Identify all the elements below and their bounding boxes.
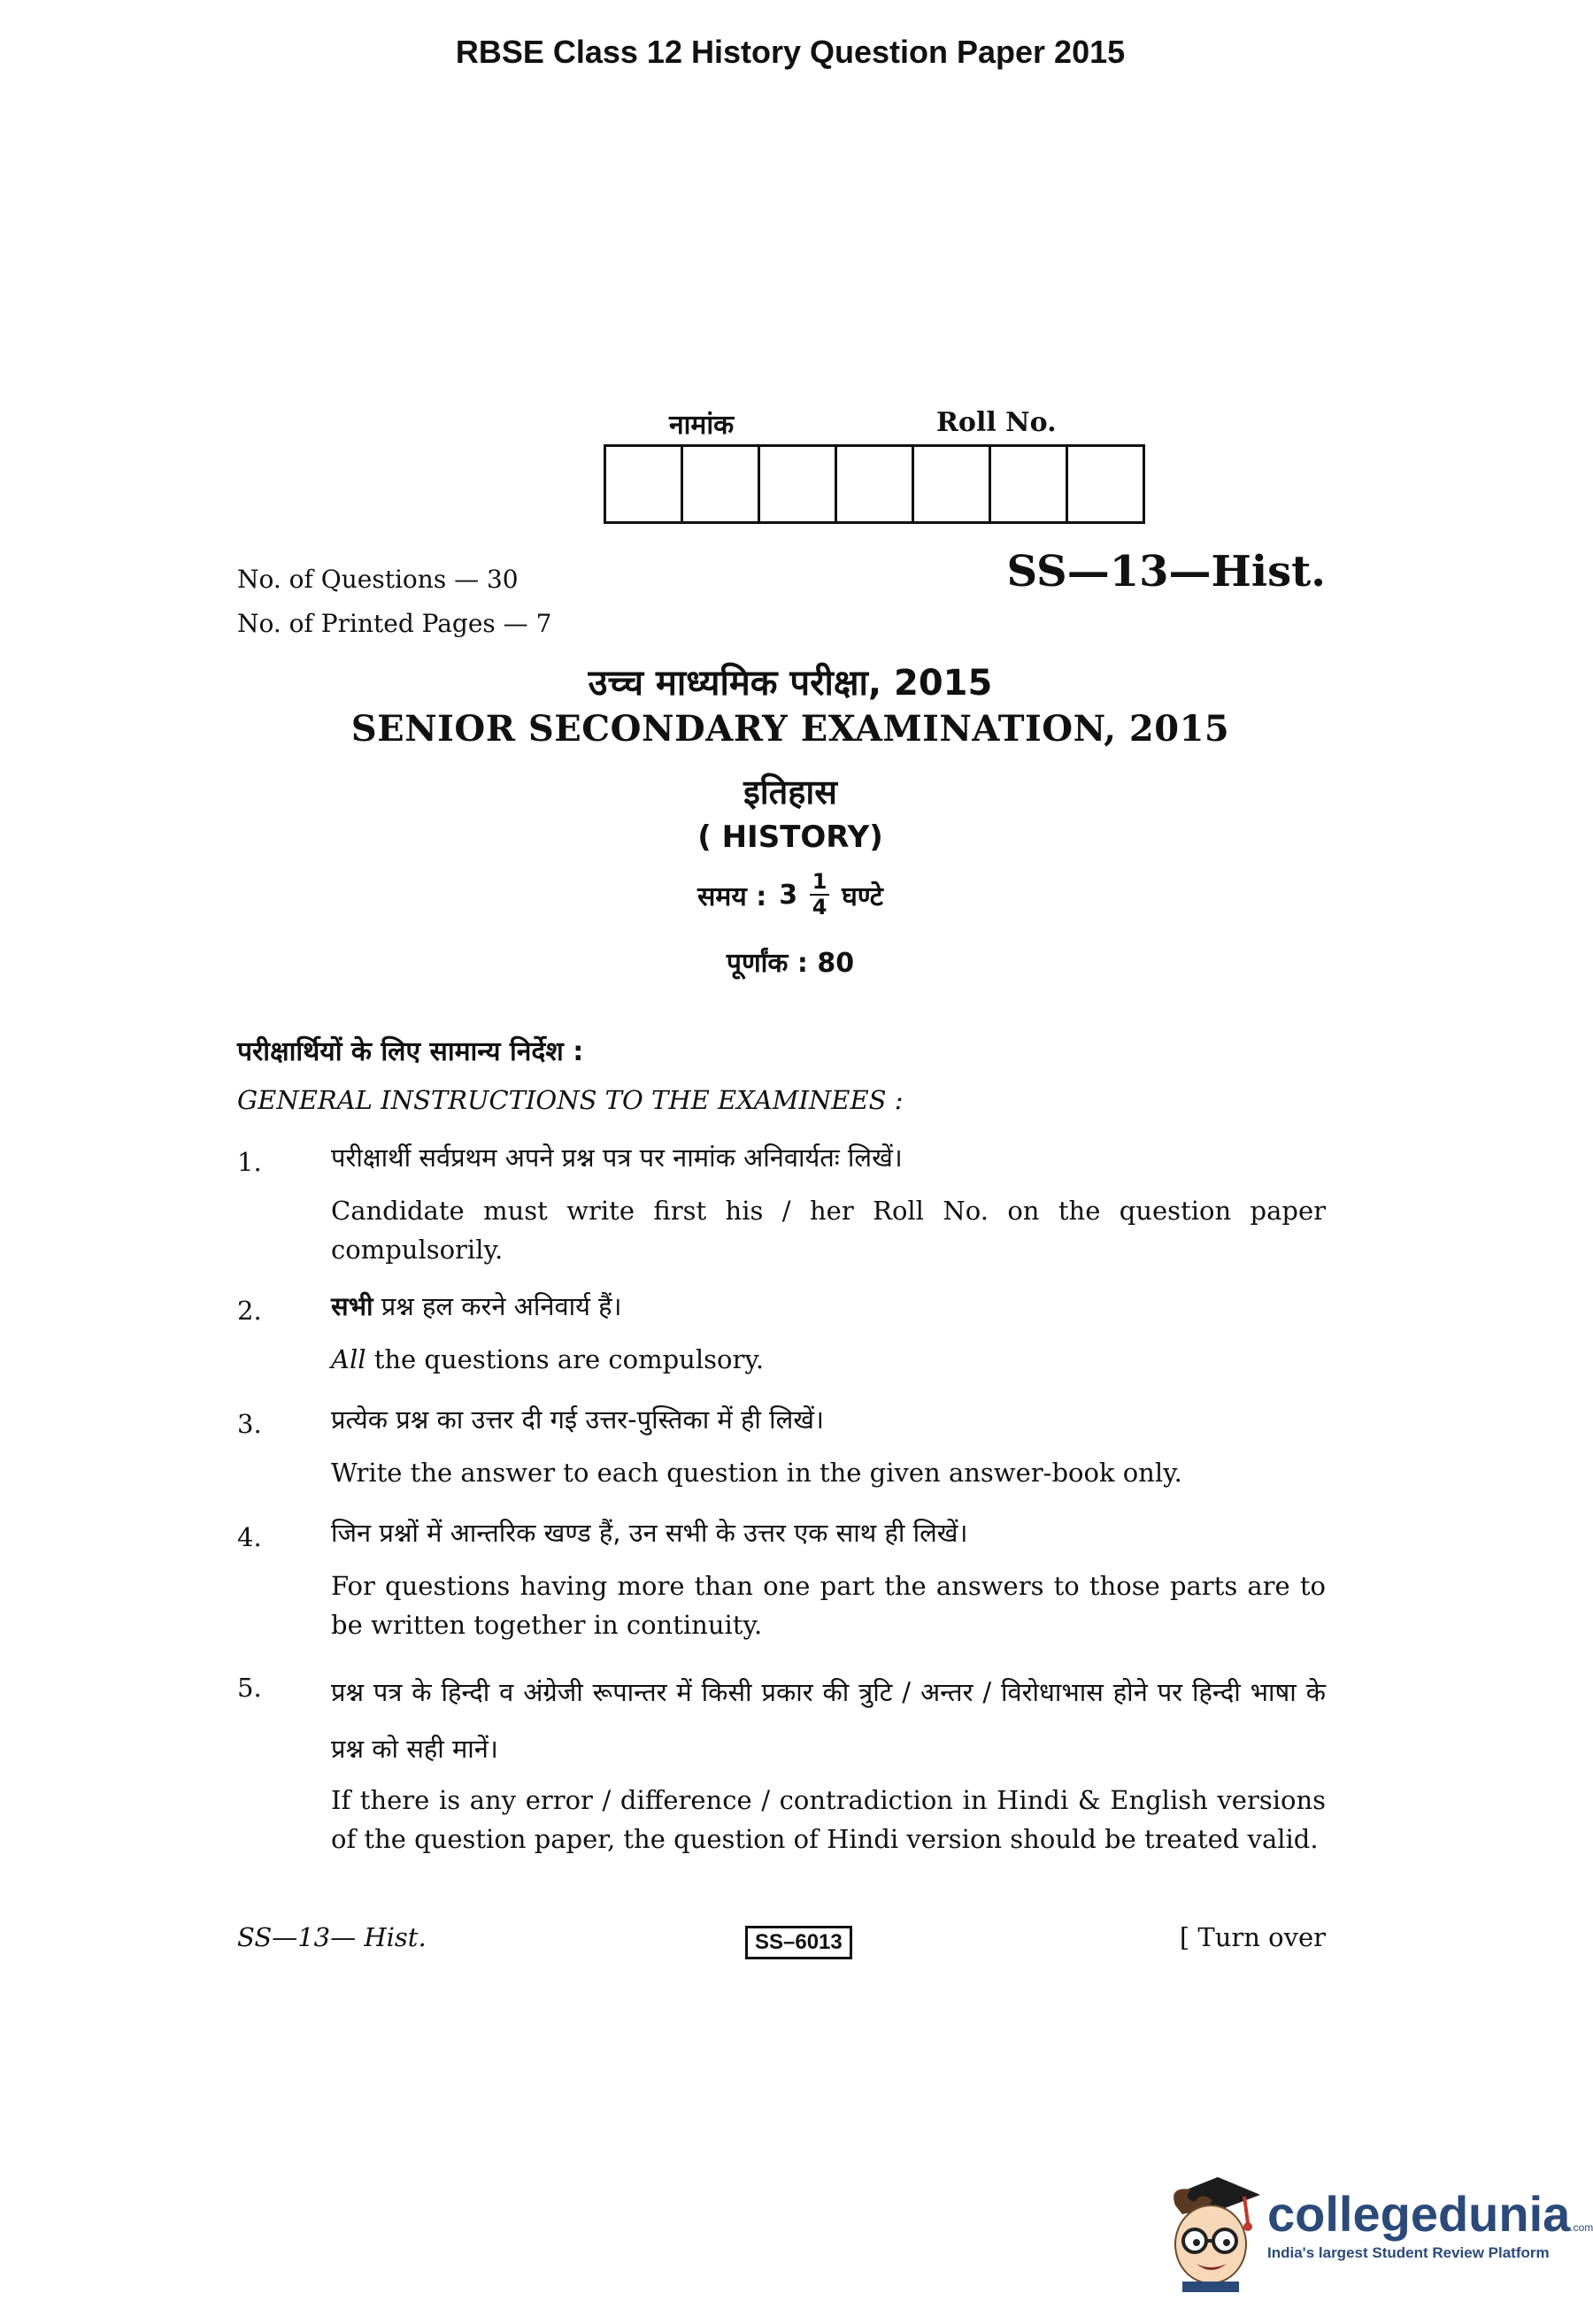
number-of-pages: No. of Printed Pages — 7 <box>237 609 552 638</box>
instruction-hindi: परीक्षार्थी सर्वप्रथम अपने प्रश्न पत्र पर नामांक अनिवार्यतः लिखें। <box>331 1143 903 1173</box>
instruction-english <box>331 1340 1326 1379</box>
roll-box <box>912 444 991 524</box>
instruction-item-3 <box>237 1400 1326 1492</box>
exam-duration <box>0 871 1581 919</box>
footer-set-code: SS–6013 <box>745 1926 852 1959</box>
instruction-item-4 <box>237 1513 1326 1644</box>
instruction-item-2 <box>237 1287 1326 1379</box>
instruction-english: Write the answer to each question in the given answer-book only. <box>331 1458 1182 1488</box>
item-number: 2. <box>237 1296 262 1326</box>
item-number: 4. <box>237 1522 262 1552</box>
time-label: समय : <box>697 881 767 912</box>
time-fraction <box>810 871 829 919</box>
roll-box <box>835 444 914 524</box>
roll-label-hindi: नामांक <box>669 410 735 441</box>
logo-wordmark: collegedunia <box>1267 2186 1571 2242</box>
page-banner: RBSE Class 12 History Question Paper 2015 <box>455 34 1126 70</box>
instructions-heading-english: GENERAL INSTRUCTIONS TO THE EXAMINEES : <box>237 1085 904 1115</box>
footer-paper-code: SS—13— Hist. <box>237 1922 427 1952</box>
instruction-english-rest: the questions are compulsory. <box>366 1344 765 1374</box>
instruction-english: For questions having more than one part the answers to those parts are to be written together in continuity. <box>331 1571 1326 1640</box>
roll-box <box>989 444 1068 524</box>
roll-box <box>604 444 683 524</box>
collegedunia-logo <box>1156 2159 1593 2292</box>
time-unit: घण्टे <box>842 881 883 912</box>
fraction-numerator: 1 <box>812 869 827 894</box>
item-number: 1. <box>237 1147 262 1177</box>
paper-code: SS—13—Hist. <box>1006 547 1326 596</box>
instruction-english: Candidate must write first his / her Roll No. on the question paper compulsorily. <box>331 1196 1326 1265</box>
logo-text <box>1267 2186 1593 2262</box>
instruction-hindi-rest: प्रश्न हल करने अनिवार्य हैं। <box>373 1291 622 1321</box>
logo-domain-suffix: .com <box>1570 2221 1593 2234</box>
maximum-marks: पूर्णांक : 80 <box>726 948 855 979</box>
instruction-hindi: प्रत्येक प्रश्न का उत्तर दी गई उत्तर-पुस्तिका में ही लिखें। <box>331 1404 824 1435</box>
emphasis-italic: All <box>331 1344 366 1374</box>
instruction-english: If there is any error / difference / contradiction in Hindi & English versions of the question paper, the question of Hindi version should be treated valid. <box>331 1785 1326 1854</box>
item-number: 3. <box>237 1409 262 1439</box>
number-of-questions: No. of Questions — 30 <box>237 565 519 594</box>
exam-title-hindi: उच्च माध्यमिक परीक्षा, 2015 <box>588 663 993 704</box>
instruction-hindi: जिन प्रश्नों में आन्तरिक खण्ड हैं, उन सभी के उत्तर एक साथ ही लिखें। <box>331 1518 968 1548</box>
instruction-hindi <box>331 1287 1326 1326</box>
logo-tagline: India's largest Student Review Platform <box>1267 2244 1550 2261</box>
roll-box <box>758 444 837 524</box>
turn-over-label: [ Turn over <box>1179 1922 1326 1952</box>
fraction-denominator: 4 <box>812 895 827 920</box>
exam-title-english: SENIOR SECONDARY EXAMINATION, 2015 <box>350 708 1230 750</box>
subject-english: ( HISTORY) <box>697 820 883 855</box>
roll-box <box>1066 444 1145 524</box>
roll-number-boxes <box>604 444 1145 524</box>
instructions-heading-hindi: परीक्षार्थियों के लिए सामान्य निर्देश : <box>237 1036 584 1067</box>
subject-hindi: इतिहास <box>743 773 837 812</box>
roll-label-english: Roll No. <box>936 407 1057 438</box>
roll-box <box>681 444 760 524</box>
instruction-item-5 <box>237 1664 1326 1858</box>
item-number: 5. <box>237 1673 262 1703</box>
instruction-hindi: प्रश्न पत्र के हिन्दी व अंग्रेजी रूपान्तर में किसी प्रकार की त्रुटि / अन्तर / विरोधाभास होने पर हिन्दी भाषा के प्रश्न को सही मानें। <box>331 1677 1326 1764</box>
instruction-item-1 <box>237 1138 1326 1269</box>
emphasis-bold: सभी <box>331 1291 373 1321</box>
mascot-icon <box>1156 2159 1262 2292</box>
time-whole: 3 <box>779 879 798 911</box>
